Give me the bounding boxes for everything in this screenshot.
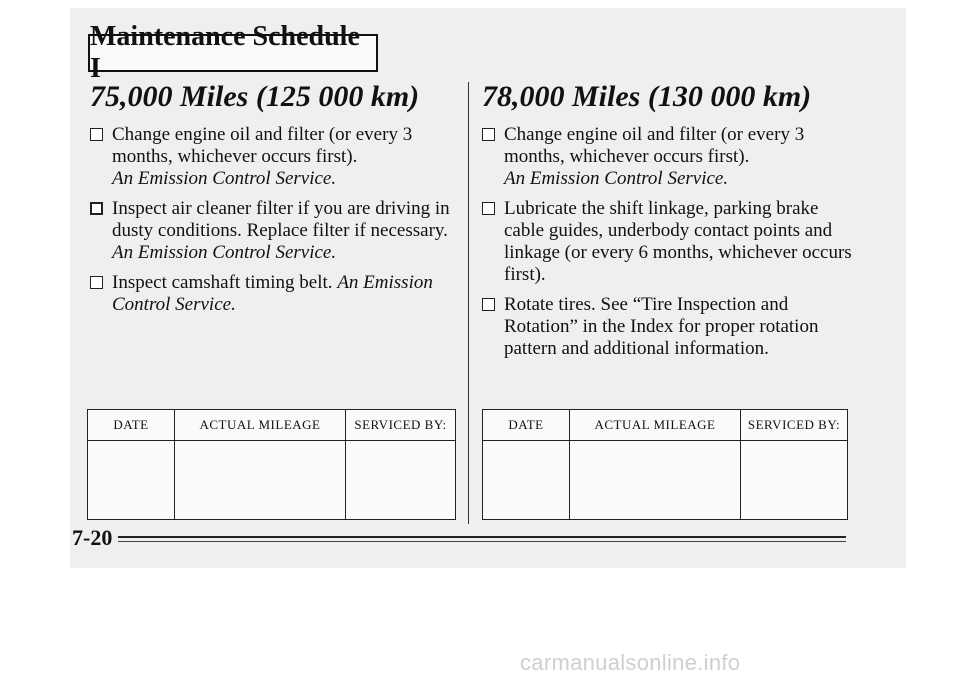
task-note: An Emission Control Service.	[112, 272, 433, 315]
right-task-list	[480, 124, 860, 360]
task-note: An Emission Control Service.	[112, 242, 337, 263]
log-date-cell[interactable]	[88, 441, 175, 520]
task-text: Change engine oil and filter (or every 3 months, whichever occurs first).	[504, 124, 805, 167]
checkbox[interactable]	[90, 202, 103, 215]
footer-rule	[118, 536, 846, 538]
watermark: carmanualsonline.info	[520, 650, 741, 675]
right-column	[480, 80, 860, 368]
right-mileage-heading: 78,000 Miles (130 000 km)	[482, 80, 812, 113]
column-divider	[468, 82, 469, 524]
task-text: Rotate tires. See “Tire Inspection and Rotation” in the Index for proper rotation pattern and additional information.	[504, 294, 819, 359]
log-header-mileage: ACTUAL MILEAGE	[570, 410, 741, 441]
schedule-title: Maintenance Schedule I	[90, 21, 360, 84]
log-mileage-cell[interactable]	[175, 441, 346, 520]
left-task-list	[88, 124, 456, 316]
checkbox[interactable]	[90, 276, 103, 289]
checkbox[interactable]	[482, 298, 495, 311]
checkbox[interactable]	[482, 202, 495, 215]
task-note: An Emission Control Service.	[504, 168, 729, 189]
log-header-date: DATE	[483, 410, 570, 441]
log-serviced-by-cell[interactable]	[741, 441, 848, 520]
task-text: Inspect air cleaner filter if you are driving in dusty conditions. Replace filter if necessary.	[112, 198, 450, 241]
task-item	[480, 198, 860, 286]
log-date-cell[interactable]	[483, 441, 570, 520]
task-item	[480, 124, 860, 190]
checkbox[interactable]	[482, 128, 495, 141]
log-header-serviced-by: SERVICED BY:	[741, 410, 848, 441]
schedule-title-box	[88, 21, 378, 84]
right-service-log	[482, 409, 848, 520]
log-header-mileage: ACTUAL MILEAGE	[175, 410, 346, 441]
page-number: 7-20	[72, 525, 113, 550]
task-item	[88, 272, 456, 316]
task-item	[480, 294, 860, 360]
log-header-date: DATE	[88, 410, 175, 441]
task-note: An Emission Control Service.	[112, 168, 337, 189]
checkbox[interactable]	[90, 128, 103, 141]
log-serviced-by-cell[interactable]	[346, 441, 456, 520]
footer-rule	[118, 541, 846, 542]
task-item	[88, 124, 456, 190]
left-service-log	[87, 409, 456, 520]
task-text: Lubricate the shift linkage, parking brake cable guides, underbody contact points and linkage (or every 6 months, whichever occurs first).	[504, 198, 852, 285]
task-text: Inspect camshaft timing belt.	[112, 272, 333, 293]
log-header-serviced-by: SERVICED BY:	[346, 410, 456, 441]
log-mileage-cell[interactable]	[570, 441, 741, 520]
task-item	[88, 198, 456, 264]
left-mileage-heading: 75,000 Miles (125 000 km)	[90, 80, 420, 113]
task-text: Change engine oil and filter (or every 3 months, whichever occurs first).	[112, 124, 413, 167]
left-column	[88, 80, 456, 324]
